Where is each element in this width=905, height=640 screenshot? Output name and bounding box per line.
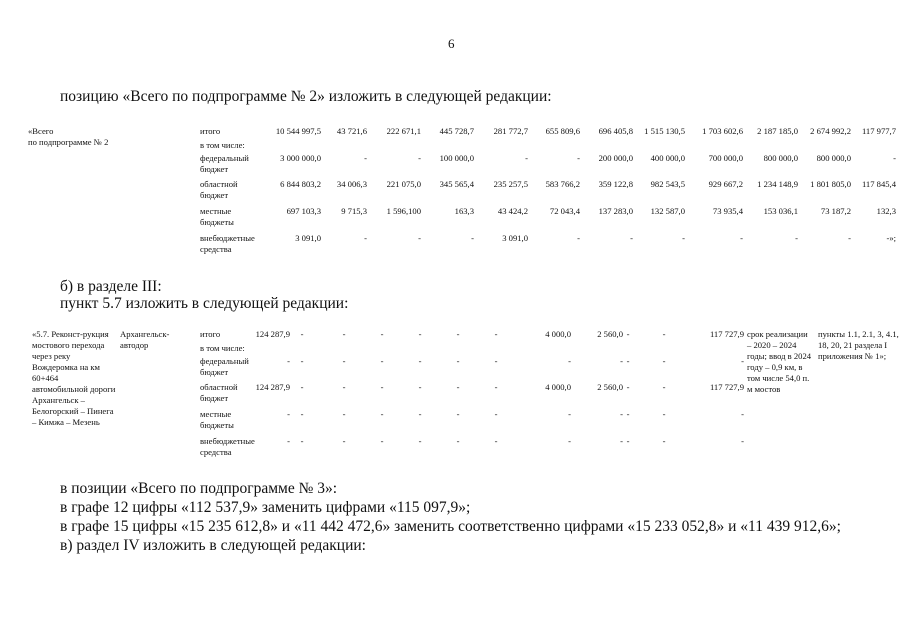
table-cell: 655 809,6 (545, 126, 580, 136)
table-cell: - (494, 356, 498, 366)
table-cell: - (456, 436, 460, 446)
table-cell: 800 000,0 (816, 153, 851, 163)
table-cell: 117 977,7 (861, 126, 896, 136)
table-cell: 700 000,0 (708, 153, 743, 163)
table-cell: - (568, 436, 571, 446)
row-label-line1: «Всего (28, 126, 54, 136)
table-cell: 117 727,9 (709, 329, 744, 339)
table-cell: - (620, 356, 623, 366)
result-description: срок реализации – 2020 – 2024 годы; ввод в 2024 году – 0,9 км, в том числе 54,0 п. м мостов (747, 329, 812, 394)
table-cell: - (364, 153, 367, 163)
table-cell: - (380, 409, 384, 419)
table-cell: 34 006,3 (336, 179, 367, 189)
table-cell: 124 287,9 (255, 382, 290, 392)
table-cell: 583 766,2 (545, 179, 580, 189)
table-cell: 3 000 000,0 (280, 153, 321, 163)
table-cell: 3 091,0 (295, 233, 321, 243)
table-cell: - (662, 409, 666, 419)
budget-source-label: итого (200, 329, 221, 339)
table-cell: - (577, 233, 580, 243)
paragraph-subprogram-3: в позиции «Всего по подпрограмме № 3»: (60, 480, 338, 497)
table-cell: - (418, 409, 422, 419)
table-cell: - (626, 382, 630, 392)
link-to-activities: пункты 1.1, 2.1, 3, 4.1, 18, 20, 21 раздела I приложения № 1»; (818, 329, 899, 361)
budget-source-label: областной бюджет (200, 179, 238, 200)
table-cell: 235 257,5 (493, 179, 528, 189)
table-cell: 2 560,0 (597, 329, 623, 339)
table-cell: 43 424,2 (497, 206, 528, 216)
table-cell: 221 075,0 (386, 179, 421, 189)
table-cell: - (741, 356, 744, 366)
table-cell: - (380, 436, 384, 446)
budget-source-label: областной бюджет (200, 382, 238, 403)
table-cell: - (525, 153, 528, 163)
table-cell: - (287, 409, 290, 419)
paragraph-column-12: в графе 12 цифры «112 537,9» заменить цифрами «115 097,9»; (60, 499, 471, 516)
table-cell: - (300, 409, 304, 419)
table-cell: 6 844 803,2 (280, 179, 321, 189)
table-cell: - (626, 409, 630, 419)
table-cell: 72 043,4 (549, 206, 580, 216)
table-cell: - (620, 409, 623, 419)
table-cell: - (494, 329, 498, 339)
table-cell: - (287, 356, 290, 366)
table-cell: - (342, 382, 346, 392)
budget-source-label: местные бюджеты (200, 409, 234, 430)
table-cell: 117 845,4 (861, 179, 896, 189)
table-cell: 2 560,0 (597, 382, 623, 392)
budget-source-label: в том числе: (200, 140, 245, 150)
table-cell: 73 935,4 (712, 206, 743, 216)
table-cell: - (662, 356, 666, 366)
table-cell: - (287, 436, 290, 446)
table-cell: 800 000,0 (763, 153, 798, 163)
table-cell: - (626, 329, 630, 339)
paragraph-section-iv: в) раздел IV изложить в следующей редакции: (60, 537, 366, 554)
table-cell: 10 544 997,5 (275, 126, 321, 136)
section-b-heading: б) в разделе III: (60, 278, 162, 295)
table-cell: 3 091,0 (502, 233, 528, 243)
table-cell: 163,3 (454, 206, 474, 216)
budget-source-label: федеральный бюджет (200, 356, 249, 377)
table-cell: 982 543,5 (650, 179, 685, 189)
table-cell: - (418, 329, 422, 339)
table-cell: - (342, 436, 346, 446)
table-cell: 281 772,7 (493, 126, 528, 136)
project-name: «5.7. Реконст-рукция мостового перехода через реку Вождеромка на км 60+464 автомобильной дороги Архангельск – Белогорский – Пинега – Кимжа – Мезень (32, 329, 116, 427)
table-cell: - (662, 382, 666, 392)
table-cell: - (380, 382, 384, 392)
table-cell: - (418, 233, 421, 243)
table-cell: 697 103,3 (286, 206, 321, 216)
table-cell: 117 727,9 (709, 382, 744, 392)
table-cell: - (380, 329, 384, 339)
table-cell: - (741, 436, 744, 446)
table-cell: - (662, 436, 666, 446)
table-cell: 2 674 992,2 (810, 126, 851, 136)
table-cell: - (682, 233, 685, 243)
row-label-line2: по подпрограмме № 2 (28, 137, 109, 147)
table-cell: 200 000,0 (598, 153, 633, 163)
executor: Архангельск-автодор (120, 329, 170, 350)
table-cell: - (456, 356, 460, 366)
table-cell: 137 283,0 (598, 206, 633, 216)
budget-source-label: местные бюджеты (200, 206, 234, 227)
table-cell: 222 671,1 (386, 126, 421, 136)
table-cell: 400 000,0 (650, 153, 685, 163)
intro-paragraph: позицию «Всего по подпрограмме № 2» изложить в следующей редакции: (60, 88, 552, 105)
budget-source-label: итого (200, 126, 221, 136)
table-cell: - (456, 329, 460, 339)
table-cell: - (380, 356, 384, 366)
table-cell: 1 801 805,0 (810, 179, 851, 189)
table-cell: - (471, 233, 474, 243)
table-cell: - (662, 329, 666, 339)
table-cell: - (418, 356, 422, 366)
table-cell: 1 596,100 (386, 206, 421, 216)
table-cell: - (630, 233, 633, 243)
table-cell: - (300, 382, 304, 392)
table-cell: - (418, 436, 422, 446)
table-cell: - (494, 409, 498, 419)
table-cell: 4 000,0 (545, 329, 571, 339)
table-cell: 696 405,8 (598, 126, 633, 136)
budget-source-label: в том числе: (200, 343, 245, 353)
table-cell: 132 587,0 (650, 206, 685, 216)
table-cell: - (300, 356, 304, 366)
table-cell: 359 122,8 (598, 179, 633, 189)
table-cell: 124 287,9 (255, 329, 290, 339)
table-cell: 153 036,1 (763, 206, 798, 216)
page-number: 6 (448, 36, 455, 51)
table-cell: - (456, 409, 460, 419)
table-cell: - (300, 436, 304, 446)
table-cell: 9 715,3 (341, 206, 367, 216)
table-cell: -»; (886, 233, 896, 243)
table-cell: - (626, 356, 630, 366)
table-cell: 100 000,0 (439, 153, 474, 163)
table-cell: - (494, 436, 498, 446)
item-5-7-instruction: пункт 5.7 изложить в следующей редакции: (60, 295, 349, 312)
table-cell: - (568, 409, 571, 419)
table-cell: - (626, 436, 630, 446)
table-cell: 1 515 130,5 (644, 126, 685, 136)
table-cell: - (456, 382, 460, 392)
table-cell: 2 187 185,0 (757, 126, 798, 136)
table-cell: 445 728,7 (439, 126, 474, 136)
table-cell: 132,3 (876, 206, 896, 216)
table-cell: - (342, 329, 346, 339)
table-cell: 4 000,0 (545, 382, 571, 392)
table-cell: - (577, 153, 580, 163)
table-cell: - (364, 233, 367, 243)
paragraph-column-15: в графе 15 цифры «15 235 612,8» и «11 442 472,6» заменить соответственно цифрами «15 233 052,8» и «11 439 912,6»; (60, 518, 841, 535)
table-cell: 1 234 148,9 (757, 179, 798, 189)
table-cell: - (568, 356, 571, 366)
table-cell: - (795, 233, 798, 243)
table-cell: - (741, 409, 744, 419)
table-cell: 345 565,4 (439, 179, 474, 189)
table-cell: - (418, 153, 421, 163)
budget-source-label: внебюджетные средства (200, 436, 255, 457)
table-cell: 929 667,2 (708, 179, 743, 189)
table-cell: - (342, 356, 346, 366)
table-cell: - (300, 329, 304, 339)
table-cell: - (342, 409, 346, 419)
table-cell: - (494, 382, 498, 392)
budget-source-label: федеральный бюджет (200, 153, 249, 174)
table-cell: - (740, 233, 743, 243)
table-cell: - (620, 436, 623, 446)
table-cell: - (418, 382, 422, 392)
budget-source-label: внебюджетные средства (200, 233, 255, 254)
table-cell: 73 187,2 (820, 206, 851, 216)
table-cell: - (848, 233, 851, 243)
table-cell: 1 703 602,6 (702, 126, 743, 136)
table-cell: - (893, 153, 896, 163)
table-cell: 43 721,6 (336, 126, 367, 136)
